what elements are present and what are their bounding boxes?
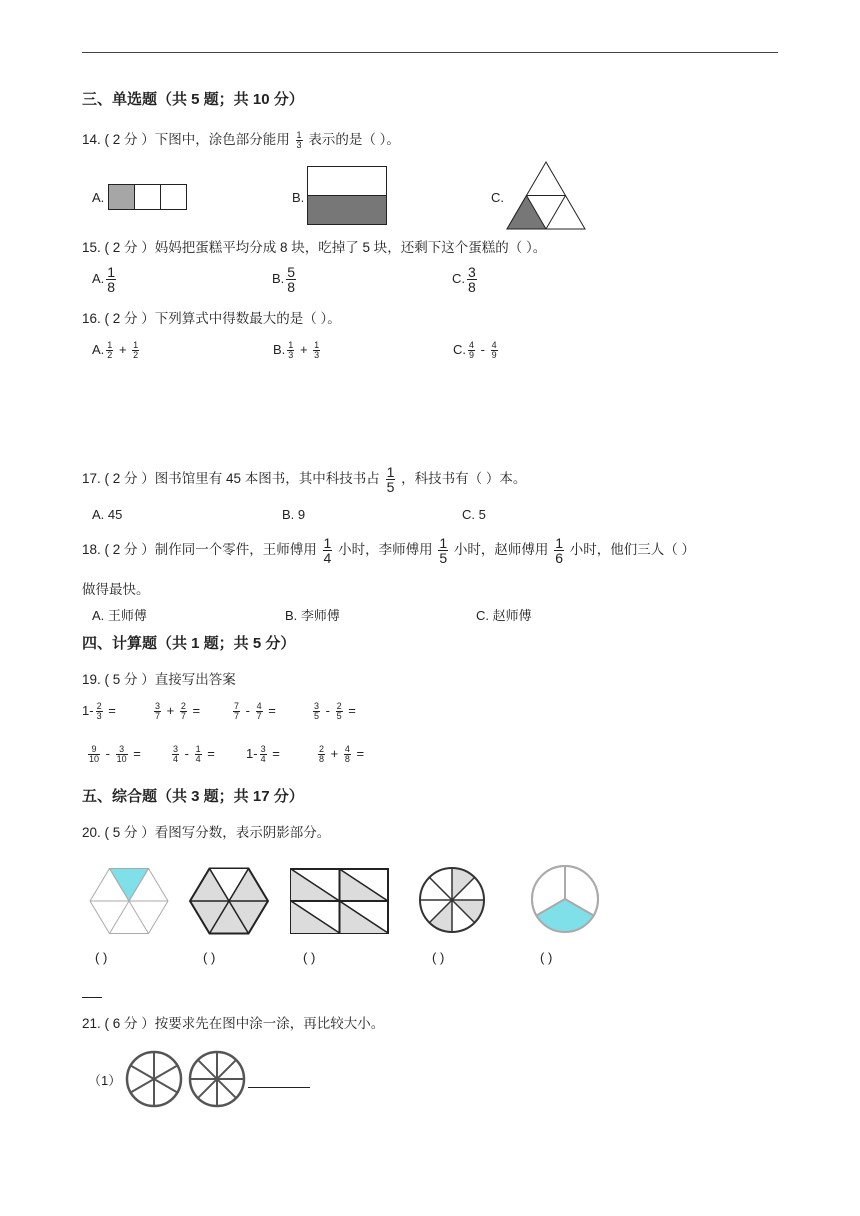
q21-part-1-label: （1）	[88, 1073, 122, 1088]
header-rule	[82, 52, 778, 53]
q16-option-b: B. $\frac{1}{3}$ + $\frac{1}{3}$	[273, 340, 320, 360]
divider-dash	[82, 997, 102, 998]
q17-option-c: C. 5	[462, 507, 486, 522]
q14-suffix: 表示的是（ ）。	[308, 132, 400, 147]
q19-item-5: $\frac{9}{10}$ - $\frac{3}{10}$ =	[89, 744, 141, 764]
question-18: 18. ( 2 分 ）制作同一个零件，王师傅用 $\frac{1}{4}$ 小时，李师傅用 $\frac{1}{5}$ 小时，赵师傅用 $\frac{1}{6}$ 小时，他们三人（ ）	[82, 535, 696, 566]
q20-answer-blank-5[interactable]: ( )	[540, 950, 553, 965]
q21-circle-2[interactable]	[188, 1050, 246, 1108]
q20-figure-5	[530, 864, 600, 934]
q19-item-6: $\frac{3}{4}$ - $\frac{1}{4}$ =	[173, 744, 215, 764]
q14-option-a-label: A.	[92, 190, 105, 205]
question-20: 20. ( 5 分 ）看图写分数，表示阴影部分。	[82, 825, 331, 840]
q18-line-2: 做得最快。	[82, 582, 150, 597]
q14-fraction: $\frac{1}{3}$	[296, 129, 302, 150]
q20-figure-3	[290, 868, 390, 934]
q21-circle-1[interactable]	[125, 1050, 183, 1108]
q20-figure-1	[90, 868, 168, 934]
q20-answer-blank-1[interactable]: ( )	[95, 950, 108, 965]
q15-option-a: A. $\frac{1}{8}$	[92, 264, 116, 295]
q20-figure-4	[418, 866, 486, 934]
q15-option-b: B. $\frac{5}{8}$	[272, 264, 296, 295]
q19-item-2: $\frac{3}{7}$ + $\frac{2}{7}$ =	[155, 701, 201, 721]
q15-option-c: C. $\frac{3}{8}$	[452, 264, 476, 295]
q19-item-3: $\frac{7}{7}$ - $\frac{4}{7}$ =	[234, 701, 276, 721]
q14-option-c-figure	[506, 161, 586, 231]
q14-prefix: 14. ( 2 分 ）下图中，涂色部分能用	[82, 132, 290, 147]
q18-option-a: A. 王师傅	[92, 608, 147, 623]
q18-option-b: B. 李师傅	[285, 608, 340, 623]
q16-option-c: C. $\frac{4}{9}$ - $\frac{4}{9}$	[453, 340, 497, 360]
q20-answer-blank-3[interactable]: ( )	[303, 950, 316, 965]
q14-option-b-label: B.	[292, 190, 305, 205]
question-14	[82, 128, 400, 150]
q19-item-4: $\frac{3}{5}$ - $\frac{2}{5}$ =	[314, 701, 356, 721]
question-17: 17. ( 2 分 ）图书馆里有 45 本图书，其中科技书占 $\frac{1}{5}$ ，科技书有（ ）本。	[82, 464, 527, 495]
q14-option-b-figure	[307, 166, 387, 226]
q20-answer-blank-4[interactable]: ( )	[432, 950, 445, 965]
q16-option-a: A. $\frac{1}{2}$ + $\frac{1}{2}$	[92, 340, 139, 360]
question-15: 15. ( 2 分 ）妈妈把蛋糕平均分成 8 块，吃掉了 5 块，还剩下这个蛋糕的（ ）。	[82, 240, 547, 255]
q19-item-1: 1- $\frac{2}{3}$ =	[82, 701, 116, 721]
q17-option-a: A. 45	[92, 507, 123, 522]
q19-item-8: $\frac{2}{8}$ + $\frac{4}{8}$ =	[319, 744, 365, 764]
question-16: 16. ( 2 分 ）下列算式中得数最大的是（ ）。	[82, 311, 341, 326]
q18-option-c: C. 赵师傅	[476, 608, 532, 623]
q17-option-b: B. 9	[282, 507, 306, 522]
question-19: 19. ( 5 分 ）直接写出答案	[82, 672, 236, 687]
q14-option-c-label: C.	[491, 190, 504, 205]
section-4-title: 四、计算题（共 1 题；共 5 分）	[82, 635, 296, 652]
q19-item-7: 1- $\frac{3}{4}$ =	[246, 744, 280, 764]
q14-option-a-figure	[108, 184, 188, 210]
question-21: 21. ( 6 分 ）按要求先在图中涂一涂，再比较大小。	[82, 1016, 385, 1031]
q20-figure-2	[190, 868, 268, 934]
q20-answer-blank-2[interactable]: ( )	[203, 950, 216, 965]
q21-answer-blank[interactable]	[248, 1070, 310, 1088]
section-5-title: 五、综合题（共 3 题；共 17 分）	[82, 788, 304, 805]
section-3-title: 三、单选题（共 5 题；共 10 分）	[82, 91, 304, 108]
